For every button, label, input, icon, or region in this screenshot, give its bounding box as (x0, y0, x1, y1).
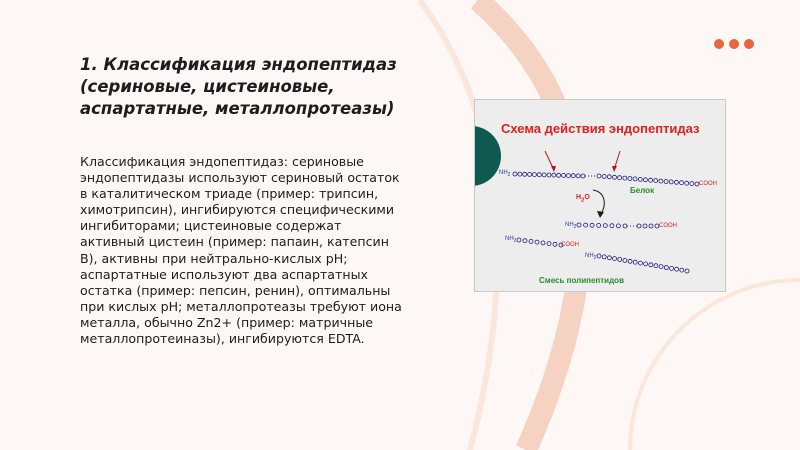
protein-chain-bead (542, 173, 546, 177)
protein-chain-bead (566, 174, 570, 178)
fragment-bead (644, 262, 648, 266)
fragment-bead (649, 263, 653, 267)
protein-chain-bead (613, 175, 617, 179)
decor-dot (744, 39, 754, 49)
fragment-bead (649, 224, 653, 228)
fragment-bead (638, 261, 642, 265)
protein-chain-bead (633, 177, 637, 181)
protein-chain-bead (552, 173, 556, 177)
fragment-bead (616, 224, 620, 228)
scheme-title: Схема действия эндопептидаз (501, 121, 700, 136)
endopeptidase-scheme-image (474, 99, 726, 292)
protein-chain-bead (518, 172, 522, 176)
cleavage-arrowhead-left (551, 166, 556, 172)
protein-chain-bead (669, 180, 673, 184)
protein-chain-bead (674, 180, 678, 184)
protein-chain-bead (562, 173, 566, 177)
protein-chain-bead (528, 172, 532, 176)
hydrolysis-arrow (593, 190, 604, 214)
slide-title: 1. Классификация эндопептидаз (сериновые, цистеиновые, аспартатные, металлопротеазы) (80, 55, 397, 118)
protein-chain-bead (513, 172, 517, 176)
protein-chain-bead (557, 173, 561, 177)
protein-chain-bead (547, 173, 551, 177)
scheme-protein-label: Белок (630, 186, 655, 195)
scheme-mixture-label: Смесь полипептидов (539, 276, 624, 285)
protein-chain-bead (571, 174, 575, 178)
fragment-bead (577, 223, 581, 227)
protein-chain-bead (537, 173, 541, 177)
fragment-bead (675, 267, 679, 271)
fragment-bead (517, 238, 521, 242)
scheme-nh2-label: $NH_2$ (585, 253, 597, 262)
scheme-cooh-label: COOH (659, 223, 677, 229)
protein-chain-bead (532, 173, 536, 177)
fragment-bead (633, 260, 637, 264)
protein-chain-bead (664, 180, 668, 184)
scheme-nh2-label: $NH_2$ (499, 170, 511, 179)
fragment-bead (584, 223, 588, 227)
fragment-bead (664, 266, 668, 270)
protein-chain-bead (659, 179, 663, 183)
protein-chain-bead (523, 172, 527, 176)
fragment-bead (535, 240, 539, 244)
fragment-bead (607, 256, 611, 260)
scheme-nh2-label: $NH_2$ (565, 222, 577, 231)
fragment-bead (659, 265, 663, 269)
fragment-bead (670, 266, 674, 270)
fragment-bead (680, 268, 684, 272)
fragment-bead (618, 258, 622, 262)
fragment-bead (590, 223, 594, 227)
protein-chain-bead (654, 179, 658, 183)
protein-chain-bead (597, 174, 601, 178)
scheme-h2o-label: $H_2O$ (576, 194, 590, 204)
protein-chain-bead (618, 176, 622, 180)
fragment-bead (654, 264, 658, 268)
protein-chain-bead (628, 177, 632, 181)
decor-dot (729, 39, 739, 49)
slide-body-text: Классификация эндопептидаз: сериновые эндопептидазы используют сериновый остаток в каталитическом триаде (пример: трипсин, химотрипсин), ингибируются специфическими ингибиторами; цистеиновые содержат активный цистеин (пример: папаин, катепсин B), активны при нейтрально-кислых pH; аспартатные используют два аспартатных остатка (пример: пепсин, ренин), оптимальны при кислых pH; металлопротеазы требуют иона металла, обычно Zn2+ (пример: матричные металлопротеиназы), ингибируются EDTA. (80, 154, 402, 347)
fragment-bead (529, 239, 533, 243)
fragment-bead (643, 224, 647, 228)
fragment-bead (623, 224, 627, 228)
protein-chain-bead (623, 176, 627, 180)
scheme-cooh-label: COOH (561, 242, 579, 248)
decor-dots (714, 39, 754, 49)
protein-chain-bead (685, 181, 689, 185)
fragment-bead (610, 224, 614, 228)
protein-chain-bead (643, 178, 647, 182)
scheme-corner-circle (475, 126, 501, 186)
decor-circle (630, 280, 800, 450)
protein-chain-bead (638, 177, 642, 181)
fragment-bead (541, 241, 545, 245)
protein-chain-bead (576, 174, 580, 178)
fragment-bead (637, 224, 641, 228)
protein-chain-bead (581, 174, 585, 178)
scheme-cooh-label: COOH (699, 181, 717, 187)
fragment-bead (597, 223, 601, 227)
fragment-bead (547, 242, 551, 246)
protein-chain-bead (680, 181, 684, 185)
cleavage-arrowhead-right (612, 166, 617, 172)
hydrolysis-arrowhead (597, 211, 604, 218)
fragment-bead (553, 242, 557, 246)
protein-chain-bead (649, 178, 653, 182)
scheme-nh2-label: $NH_2$ (505, 236, 517, 245)
fragment-bead (613, 257, 617, 261)
decor-dot (714, 39, 724, 49)
fragment-bead (685, 269, 689, 273)
protein-chain-bead (690, 182, 694, 186)
fragment-bead (603, 224, 607, 228)
fragment-bead (523, 239, 527, 243)
protein-chain-bead (602, 174, 606, 178)
fragment-bead (628, 259, 632, 263)
fragment-bead (623, 258, 627, 262)
fragment-bead (602, 255, 606, 259)
fragment-bead (597, 254, 601, 258)
protein-chain-bead (607, 175, 611, 179)
